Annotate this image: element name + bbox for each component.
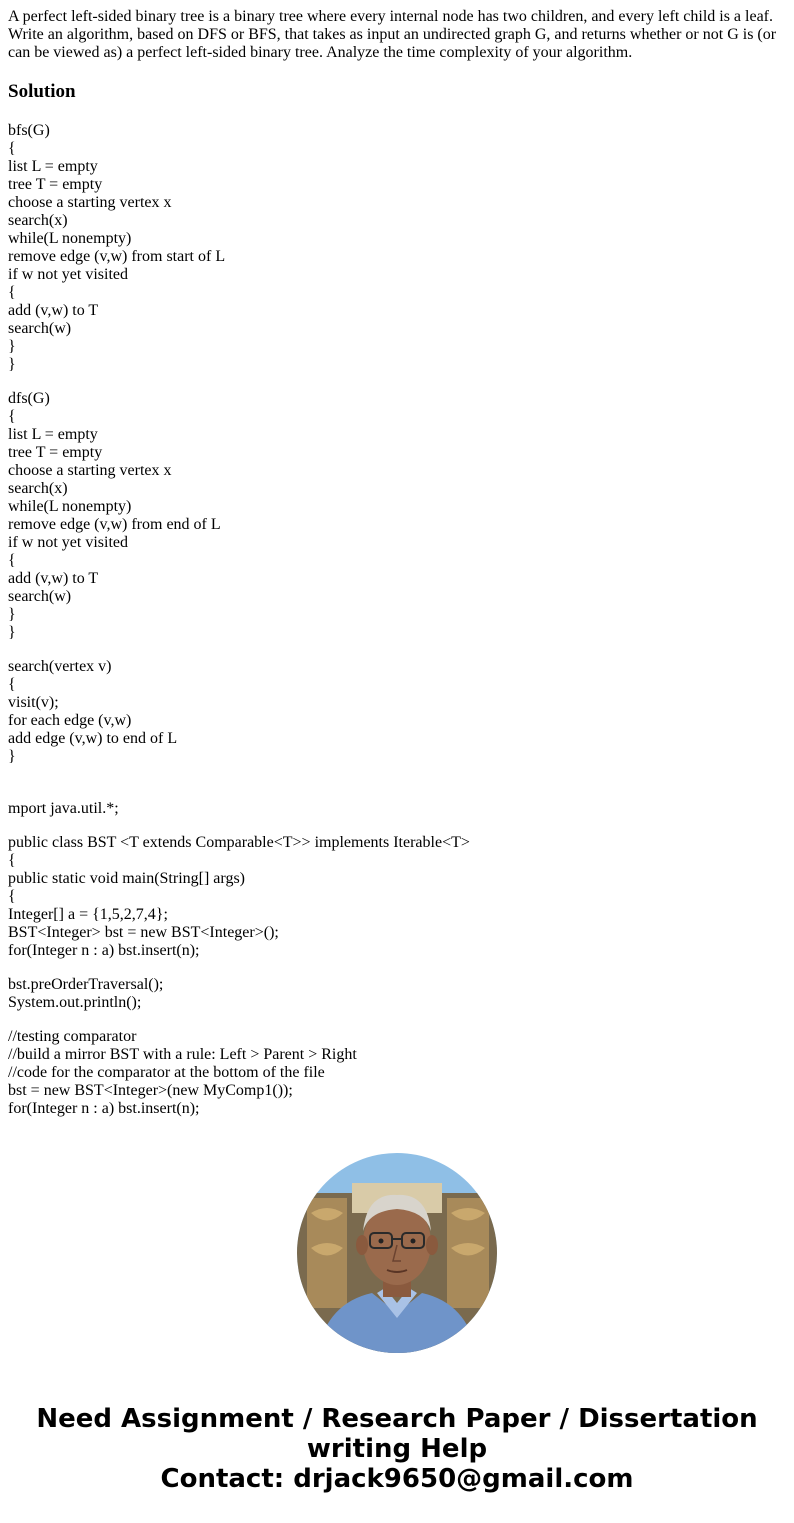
promo-banner [0, 1404, 794, 1494]
code-line: } [8, 624, 16, 641]
main-content [8, 8, 786, 1118]
code-line: visit(v); [8, 694, 59, 711]
code-line: { [8, 552, 16, 569]
code-line: remove edge (v,w) from end of L [8, 516, 221, 533]
promo-contact-line: Contact: drjack9650@gmail.com [160, 1464, 634, 1494]
question-text: A perfect left-sided binary tree is a binary tree where every internal node has two children, and every left child is a leaf. Write an algorithm, based on DFS or BFS, that takes as input an undirected graph G, and returns whether or not G is (or can be viewed as) a perfect left-sided binary tree. Analyze the time complexity of your algorithm. [8, 8, 777, 61]
java-import-block [8, 800, 786, 818]
code-line: tree T = empty [8, 176, 103, 193]
code-line: for each edge (v,w) [8, 712, 132, 729]
code-line: { [8, 284, 16, 301]
dfs-code-block [8, 390, 786, 642]
code-line: while(L nonempty) [8, 498, 132, 515]
code-line: search(x) [8, 480, 68, 497]
solution-heading: Solution [8, 81, 76, 102]
code-line: add edge (v,w) to end of L [8, 730, 178, 747]
code-line: public class BST <T extends Comparable<T>> implements Iterable<T> [8, 834, 470, 851]
code-line: { [8, 140, 16, 157]
search-code-block [8, 658, 786, 766]
code-line: } [8, 356, 16, 373]
promo-line-1: Need Assignment / Research Paper / Dissertation [36, 1404, 758, 1434]
promo-line-2: writing Help [306, 1434, 488, 1464]
code-line: //testing comparator [8, 1028, 137, 1045]
code-line: //code for the comparator at the bottom of the file [8, 1064, 325, 1081]
code-line: if w not yet visited [8, 534, 128, 551]
code-line: search(x) [8, 212, 68, 229]
code-line: search(vertex v) [8, 658, 112, 675]
code-line: for(Integer n : a) bst.insert(n); [8, 942, 200, 959]
code-line: public static void main(String[] args) [8, 870, 245, 887]
code-line: BST<Integer> bst = new BST<Integer>(); [8, 924, 279, 941]
code-line: bst = new BST<Integer>(new MyComp1()); [8, 1082, 293, 1099]
code-line: Integer[] a = {1,5,2,7,4}; [8, 906, 168, 923]
code-line: add (v,w) to T [8, 302, 99, 319]
code-line: while(L nonempty) [8, 230, 132, 247]
code-line: //build a mirror BST with a rule: Left > Parent > Right [8, 1046, 357, 1063]
code-line: for(Integer n : a) bst.insert(n); [8, 1100, 200, 1117]
code-line: { [8, 888, 16, 905]
bfs-code-block [8, 122, 786, 374]
code-line: } [8, 606, 16, 623]
code-line: choose a starting vertex x [8, 462, 172, 479]
code-line: search(w) [8, 320, 72, 337]
code-line: bfs(G) [8, 122, 50, 139]
code-line: System.out.println(); [8, 994, 142, 1011]
java-traversal-block [8, 976, 786, 1012]
code-line: tree T = empty [8, 444, 103, 461]
code-line: remove edge (v,w) from start of L [8, 248, 226, 265]
code-line: { [8, 408, 16, 425]
code-line: search(w) [8, 588, 72, 605]
code-line: { [8, 676, 16, 693]
code-line: if w not yet visited [8, 266, 128, 283]
java-class-block [8, 834, 786, 960]
code-line: add (v,w) to T [8, 570, 99, 587]
code-line: choose a starting vertex x [8, 194, 172, 211]
code-line: dfs(G) [8, 390, 50, 407]
code-line: { [8, 852, 16, 869]
code-line: mport java.util.*; [8, 800, 119, 817]
code-line: list L = empty [8, 158, 98, 175]
person-photo-icon [297, 1153, 497, 1353]
code-line: bst.preOrderTraversal(); [8, 976, 164, 993]
java-comparator-block [8, 1028, 786, 1118]
code-line: } [8, 338, 16, 355]
code-line: } [8, 748, 16, 765]
code-line: list L = empty [8, 426, 98, 443]
